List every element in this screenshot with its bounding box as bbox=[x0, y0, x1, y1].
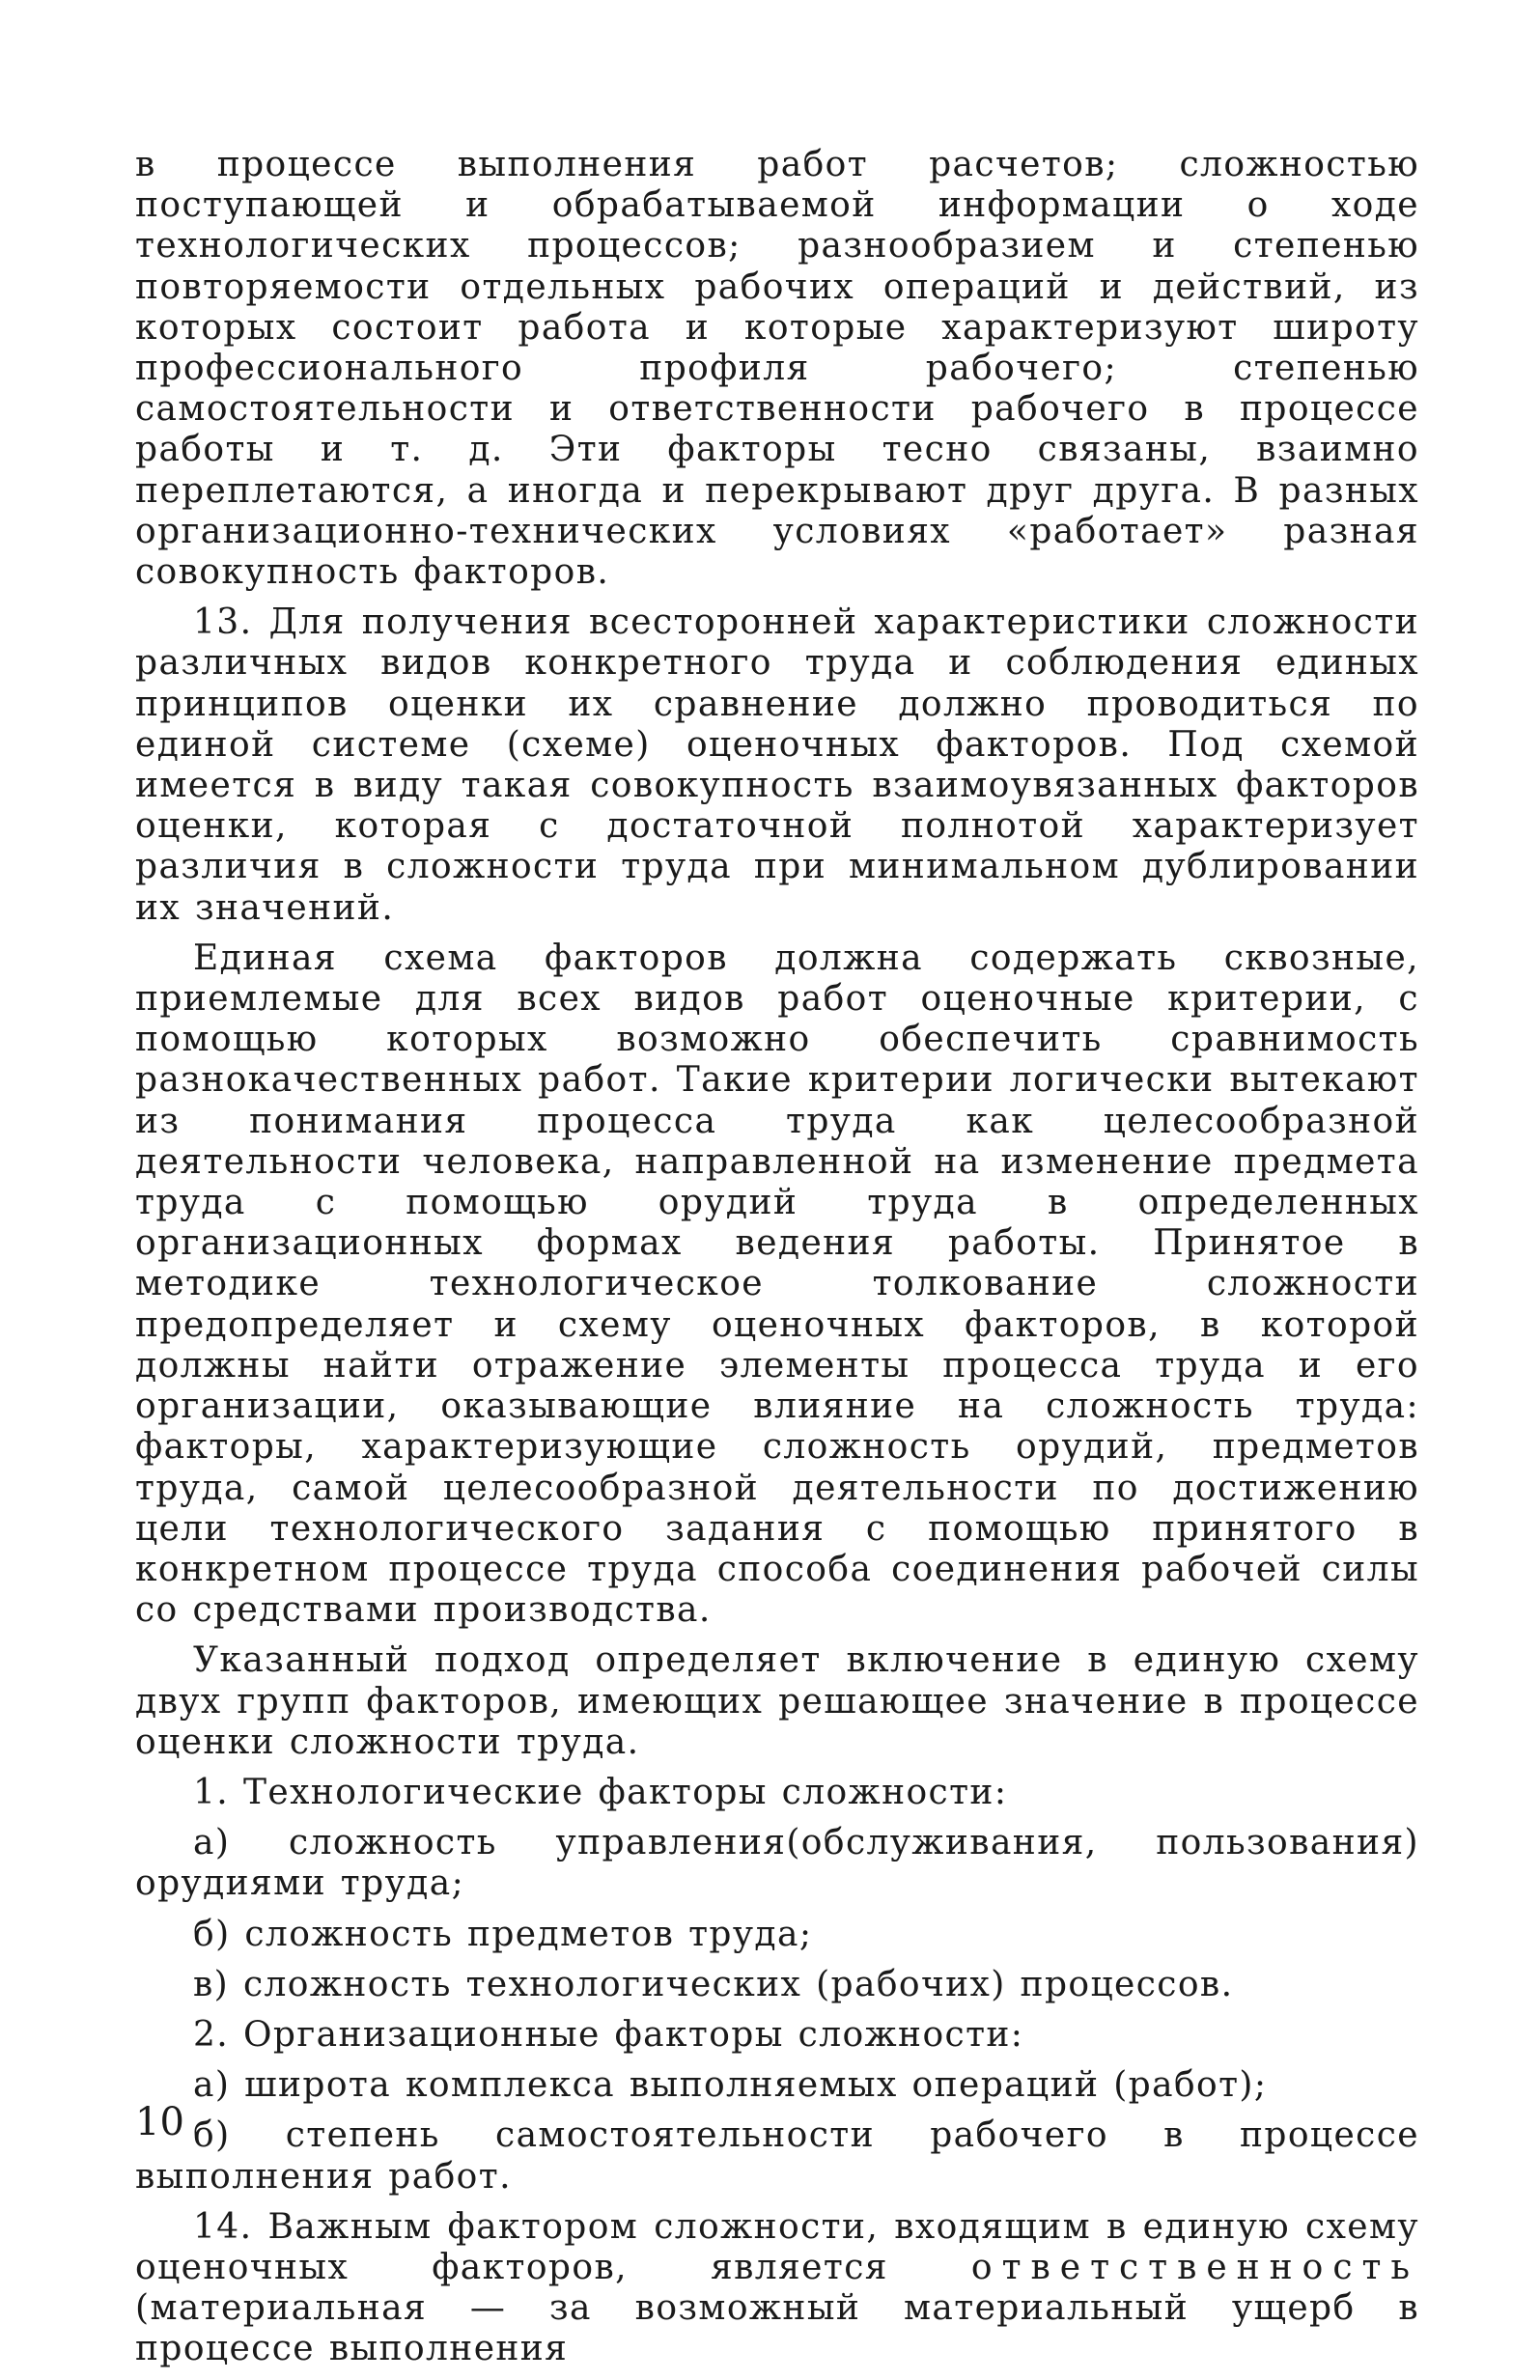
page-number: 10 bbox=[135, 2100, 184, 2144]
list-item-1c: в) сложность технологических (рабочих) процессов. bbox=[193, 1964, 1234, 2004]
emphasized-term: ответственность bbox=[970, 2247, 1419, 2287]
body-text bbox=[135, 145, 1419, 2380]
paragraph-approach: Указанный подход определяет включение в единую схему двух групп факторов, имеющих решающее значение в процессе оценки сложности труда. bbox=[135, 1640, 1419, 1762]
list-item-2a: а) широта комплекса выполняемых операций (работ); bbox=[193, 2065, 1268, 2106]
paragraph-14 bbox=[135, 2207, 1419, 2370]
paragraph-14-rest: (материальная — за возможный материальный ущерб в процессе выполнения bbox=[135, 2288, 1419, 2369]
list-item-1b: б) сложность предметов труда; bbox=[193, 1914, 813, 1954]
list-item-2b: б) степень самостоятельности рабочего в процессе выполнения работ. bbox=[135, 2115, 1419, 2197]
paragraph-continued: в процессе выполнения работ расчетов; сложностью поступающей и обрабатываемой информации о ходе технологических процессов; разнообразием и степенью повторяемости отдельных рабочих операций и действий, из которых состоит работа и которые характеризуют широту профессионального профиля рабочего; степенью самостоятельности и ответственности рабочего в процессе работы и т. д. Эти факторы тесно связаны, взаимно переплетаются, а иногда и перекрывают друг друга. В разных организационно-технических условиях «работает» разная совокупность факторов. bbox=[135, 145, 1419, 593]
list-group-technological: 1. Технологические факторы сложности: bbox=[193, 1772, 1008, 1812]
paragraph-unified-scheme: Единая схема факторов должна содержать сквозные, приемлемые для всех видов работ оценочные критерии, с помощью которых возможно обеспечить сравнимость разнокачественных работ. Такие критерии логически вытекают из понимания процесса труда как целесообразной деятельности человека, направленной на изменение предмета труда с помощью орудий труда в определенных организационных формах ведения работы. Принятое в методике технологическое толкование сложности предопределяет и схему оценочных факторов, в которой должны найти отражение элементы процесса труда и его организации, оказывающие влияние на сложность труда: факторы, характеризующие сложность орудий, предметов труда, самой целесообразной деятельности по достижению цели технологического задания с помощью принятого в конкретном процессе труда способа соединения рабочей силы со средствами производства. bbox=[135, 938, 1419, 1631]
paragraph-13: 13. Для получения всесторонней характеристики сложности различных видов конкретного труда и соблюдения единых принципов оценки их сравнение должно проводиться по единой системе (схеме) оценочных факторов. Под схемой имеется в виду такая совокупность взаимоувязанных факторов оценки, которая с достаточной полнотой характеризует различия в сложности труда при минимальном дублировании их значений. bbox=[135, 602, 1419, 928]
list-group-organizational: 2. Организационные факторы сложности: bbox=[193, 2014, 1024, 2055]
paragraph-14-start: 14. Важным фактором сложности, входящим в единую схему оценочных факторов, является bbox=[135, 2206, 1419, 2287]
list-item-1a: а) сложность управления(обслуживания, пользования) орудиями труда; bbox=[135, 1823, 1419, 1904]
